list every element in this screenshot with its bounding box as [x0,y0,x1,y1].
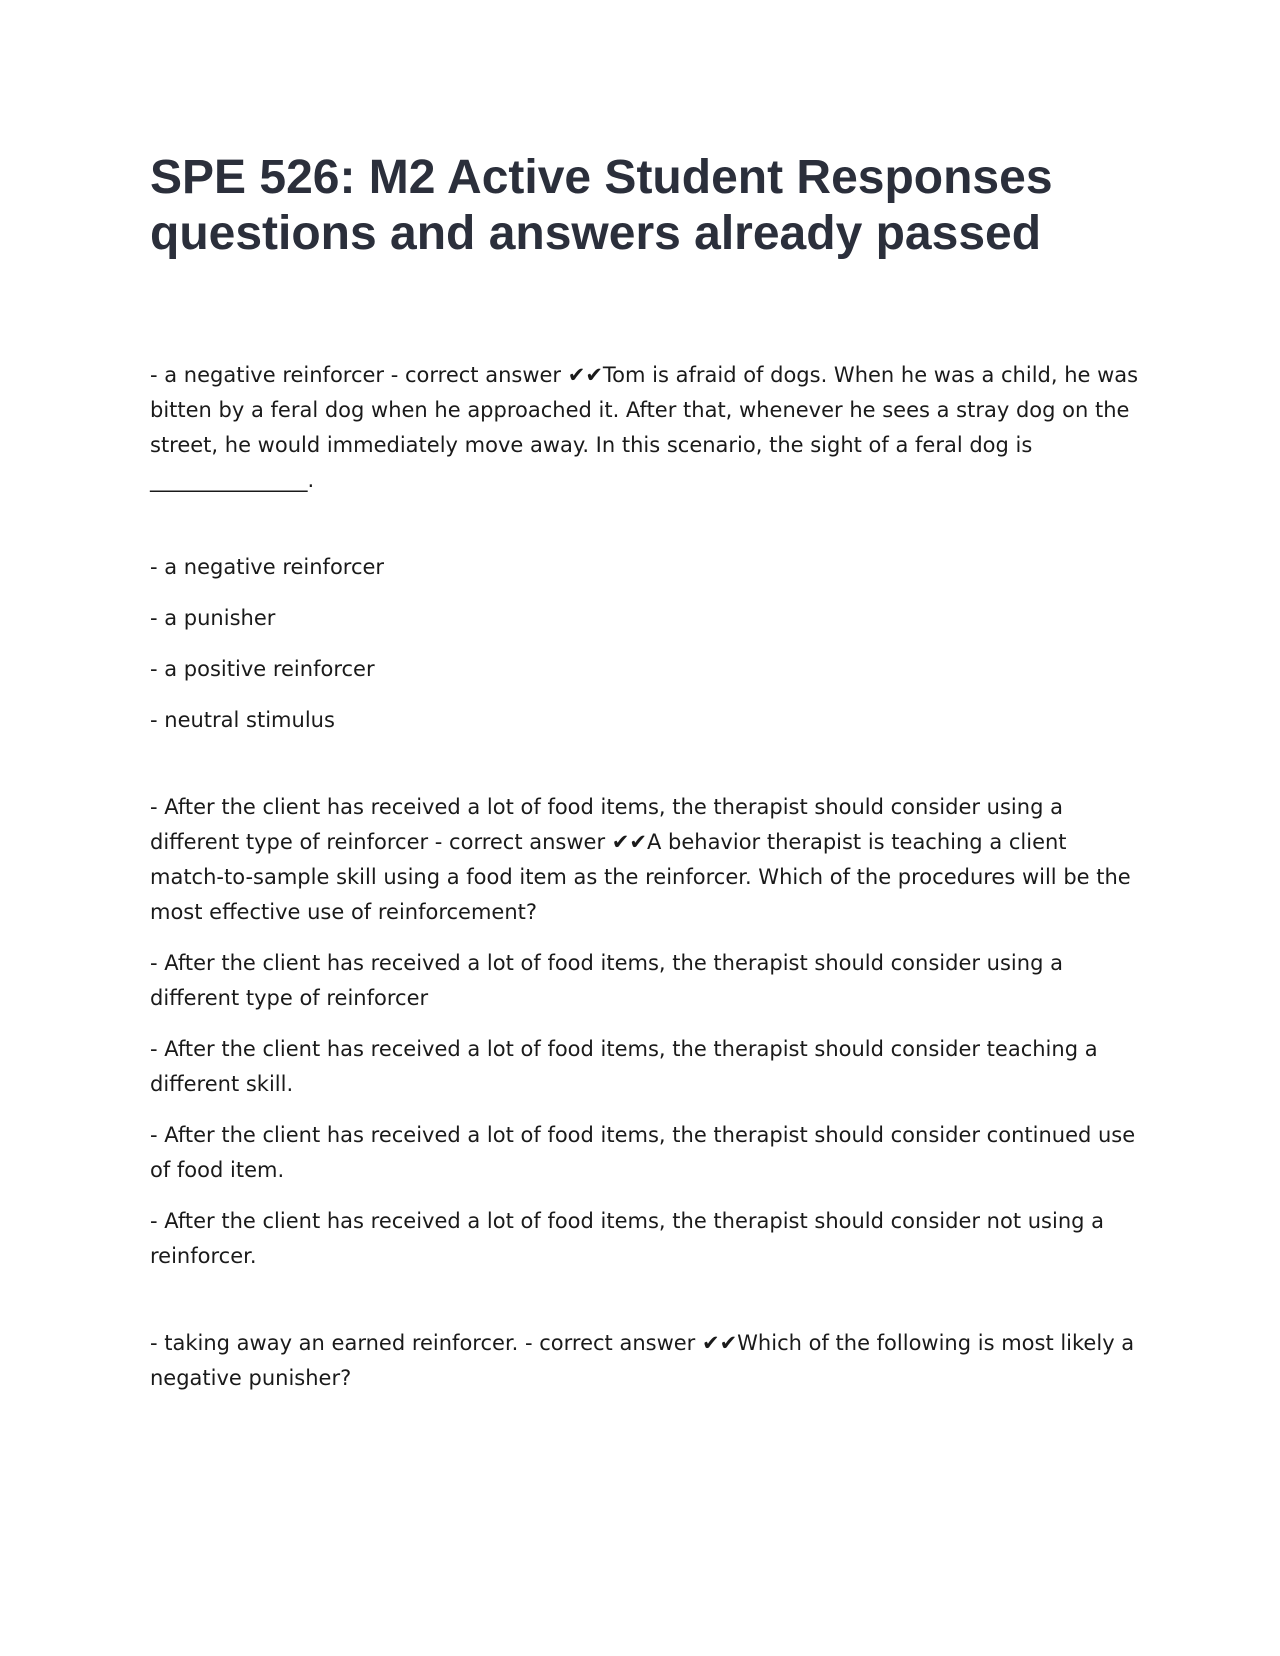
question-1-prompt: - a negative reinforcer - correct answer ✔✔Tom is afraid of dogs. When he was a child, he was bitten by a feral dog when he approached it. After that, whenever he sees a stray dog on the street, he would immediately move away. In this scenario, the sight of a feral dog is _______________. [150,363,1139,492]
question-3-prompt: - taking away an earned reinforcer. - correct answer ✔✔Which of the following is most likely a negative punisher? [150,1331,1135,1390]
question-2-option-1: - After the client has received a lot of food items, the therapist should consider using a different type of reinforcer [150,951,1063,1010]
question-2-option-2: - After the client has received a lot of food items, the therapist should consider teaching a different skill. [150,1037,1098,1096]
question-2-prompt: - After the client has received a lot of food items, the therapist should consider using a different type of reinforcer - correct answer ✔✔A behavior therapist is teaching a client match-to-sample skill using a food item as the reinforcer. Which of the procedures will be the most effective use of reinforcement? [150,795,1131,924]
question-1-option-4: - neutral stimulus [150,708,335,732]
document-page [150,0,1140,1412]
question-1-option-3: - a positive reinforcer [150,657,375,681]
document-body [150,358,1140,1396]
question-2-option-4: - After the client has received a lot of food items, the therapist should consider not using a reinforcer. [150,1209,1105,1268]
question-1-option-1: - a negative reinforcer [150,555,385,579]
question-2-option-3: - After the client has received a lot of food items, the therapist should consider continued use of food item. [150,1123,1136,1182]
document-title: SPE 526: M2 Active Student Responses questions and answers already passed [150,151,1053,260]
question-1-option-2: - a punisher [150,606,276,630]
